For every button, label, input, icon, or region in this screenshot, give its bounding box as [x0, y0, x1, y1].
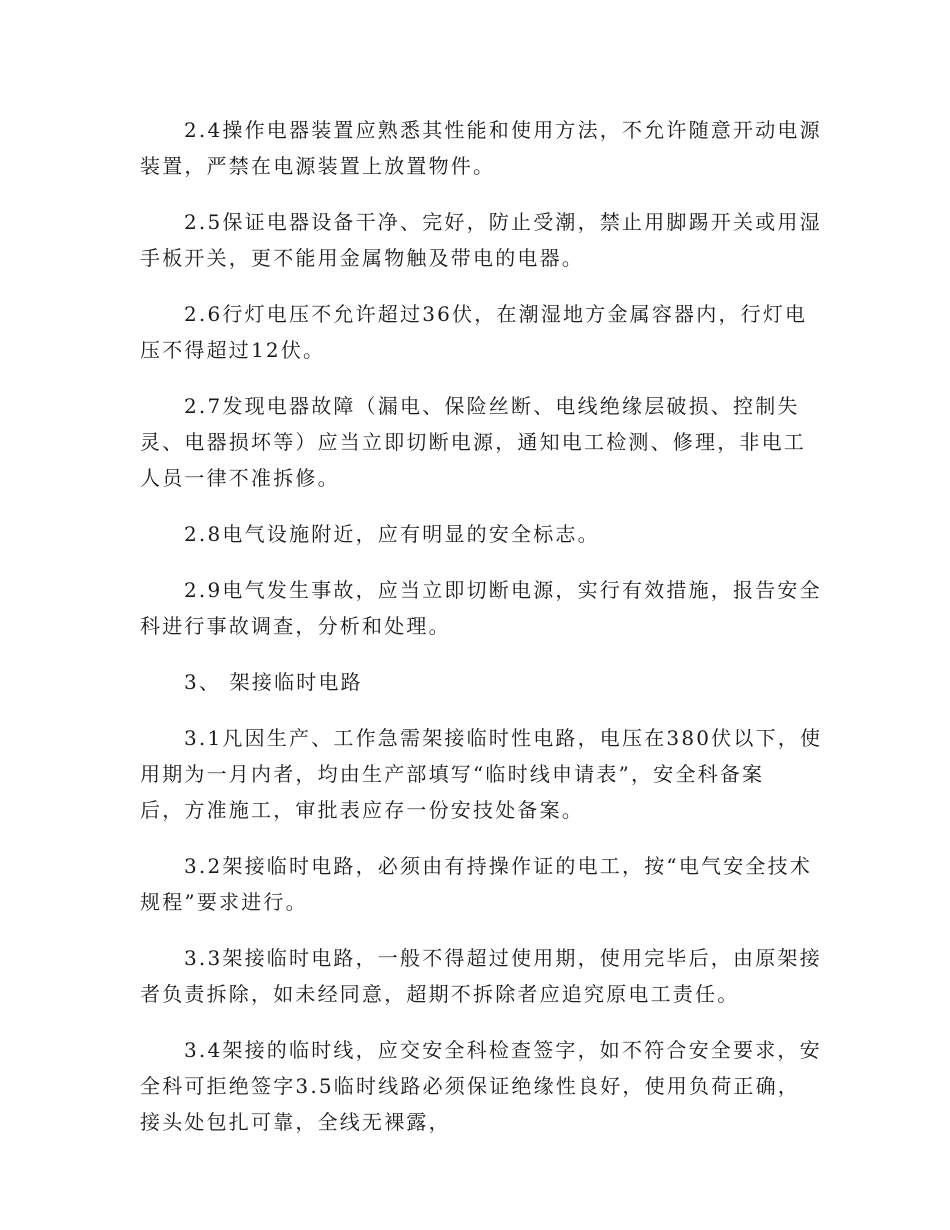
paragraph-2-5 — [140, 204, 822, 276]
text-line: 全科可拒绝签字3.5临时线路必须保证绝缘性良好，使用负荷正确， — [140, 1074, 801, 1098]
text-line: 科进行事故调查，分析和处理。 — [140, 614, 451, 638]
paragraph-2-9 — [140, 572, 822, 644]
text-line: 后，方准施工，审批表应存一份安技处备案。 — [140, 798, 584, 822]
paragraph-3-2 — [140, 848, 812, 920]
text-line: 2.4操作电器装置应熟悉其性能和使用方法，不允许随意开动电源 — [184, 118, 822, 142]
text-line: 灵、电器损坏等）应当立即切断电源，通知电工检测、修理，非电工 — [140, 430, 806, 454]
paragraph-2-8 — [140, 516, 812, 552]
section-heading-text: 3、 架接临时电路 — [184, 670, 363, 694]
text-line: 3.3架接临时电路，一般不得超过使用期，使用完毕后，由原架接 — [184, 946, 822, 970]
text-line: 手板开关，更不能用金属物触及带电的电器。 — [140, 246, 584, 270]
text-line: 2.6行灯电压不允许超过36伏，在潮湿地方金属容器内，行灯电 — [184, 302, 808, 326]
text-line: 2.7发现电器故障（漏电、保险丝断、电线绝缘层破损、控制失 — [184, 394, 800, 418]
paragraph-3-1 — [140, 720, 823, 828]
text-line: 用期为一月内者，均由生产部填写“临时线申请表”，安全科备案 — [140, 762, 765, 786]
text-line: 接头处包扎可靠，全线无裸露， — [140, 1110, 451, 1134]
text-line: 2.9电气发生事故，应当立即切断电源，实行有效措施，报告安全 — [184, 578, 822, 602]
text-line: 2.8电气设施附近，应有明显的安全标志。 — [184, 522, 600, 546]
text-line: 装置，严禁在电源装置上放置物件。 — [140, 154, 496, 178]
text-line: 压不得超过12伏。 — [140, 338, 326, 362]
text-line: 规程”要求进行。 — [140, 890, 308, 914]
text-line: 2.5保证电器设备干净、完好，防止受潮，禁止用脚踢开关或用湿 — [184, 210, 822, 234]
paragraph-3-4 — [140, 1032, 822, 1140]
text-line: 3.4架接的临时线，应交安全科检查签字，如不符合安全要求，安 — [184, 1038, 822, 1062]
text-line: 3.1凡因生产、工作急需架接临时性电路，电压在380伏以下，使 — [184, 726, 823, 750]
paragraph-2-7 — [140, 388, 812, 496]
text-line: 3.2架接临时电路，必须由有持操作证的电工，按“电气安全技术 — [184, 854, 813, 878]
paragraph-2-4 — [140, 112, 822, 184]
text-line: 者负责拆除，如未经同意，超期不拆除者应追究原电工责任。 — [140, 982, 740, 1006]
paragraph-3-3 — [140, 940, 822, 1012]
document-body — [140, 112, 823, 1160]
paragraph-2-6 — [140, 296, 812, 368]
section-heading-3 — [140, 664, 812, 700]
text-line: 人员一律不准拆修。 — [140, 466, 340, 490]
